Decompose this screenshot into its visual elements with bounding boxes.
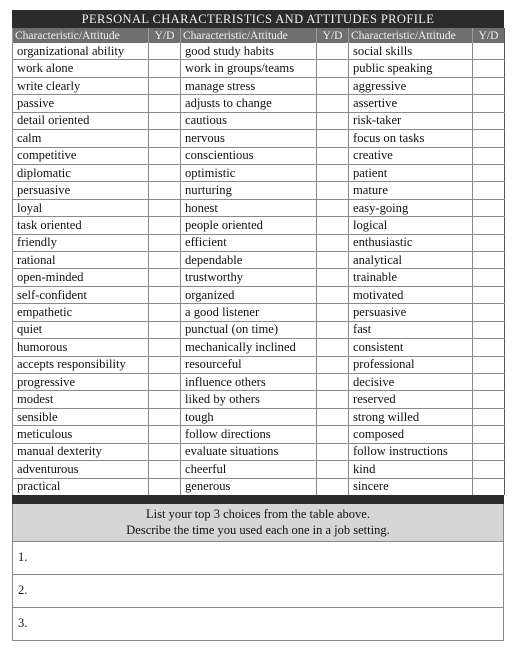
table-header-row: [13, 28, 505, 43]
yd-checkbox-cell[interactable]: [473, 60, 505, 77]
characteristic-cell: aggressive: [349, 77, 473, 94]
yd-checkbox-cell[interactable]: [317, 391, 349, 408]
yd-checkbox-cell[interactable]: [149, 43, 181, 60]
yd-checkbox-cell[interactable]: [317, 77, 349, 94]
characteristic-cell: open-minded: [13, 269, 149, 286]
yd-checkbox-cell[interactable]: [149, 147, 181, 164]
yd-checkbox-cell[interactable]: [317, 269, 349, 286]
characteristic-cell: practical: [13, 478, 149, 495]
characteristic-cell: write clearly: [13, 77, 149, 94]
yd-checkbox-cell[interactable]: [317, 182, 349, 199]
yd-checkbox-cell[interactable]: [317, 478, 349, 495]
yd-checkbox-cell[interactable]: [149, 391, 181, 408]
characteristic-cell: patient: [349, 164, 473, 181]
characteristic-cell: nervous: [181, 130, 317, 147]
yd-checkbox-cell[interactable]: [149, 217, 181, 234]
characteristic-cell: cautious: [181, 112, 317, 129]
section-divider: [12, 495, 504, 504]
yd-checkbox-cell[interactable]: [149, 269, 181, 286]
column-header-yd: Y/D: [317, 28, 349, 43]
characteristic-cell: efficient: [181, 234, 317, 251]
characteristic-cell: follow directions: [181, 426, 317, 443]
column-header-characteristic: Characteristic/Attitude: [349, 28, 473, 43]
answer-line-1[interactable]: [12, 541, 504, 575]
characteristic-cell: evaluate situations: [181, 443, 317, 460]
characteristic-cell: sincere: [349, 478, 473, 495]
characteristic-cell: kind: [349, 461, 473, 478]
table-row: [13, 339, 505, 356]
yd-checkbox-cell[interactable]: [317, 60, 349, 77]
table-row: [13, 252, 505, 269]
yd-checkbox-cell[interactable]: [473, 112, 505, 129]
characteristic-cell: reserved: [349, 391, 473, 408]
answer-number: 3.: [18, 615, 28, 630]
characteristic-cell: tough: [181, 408, 317, 425]
characteristic-cell: accepts responsibility: [13, 356, 149, 373]
table-body: [13, 43, 505, 495]
yd-checkbox-cell[interactable]: [473, 199, 505, 216]
yd-checkbox-cell[interactable]: [149, 304, 181, 321]
yd-checkbox-cell[interactable]: [317, 130, 349, 147]
table-row: [13, 391, 505, 408]
yd-checkbox-cell[interactable]: [149, 478, 181, 495]
column-header-yd: Y/D: [473, 28, 505, 43]
table-row: [13, 164, 505, 181]
yd-checkbox-cell[interactable]: [149, 130, 181, 147]
column-header-characteristic: Characteristic/Attitude: [181, 28, 317, 43]
characteristic-cell: calm: [13, 130, 149, 147]
characteristic-cell: follow instructions: [349, 443, 473, 460]
yd-checkbox-cell[interactable]: [149, 199, 181, 216]
characteristic-cell: dependable: [181, 252, 317, 269]
characteristic-cell: task oriented: [13, 217, 149, 234]
yd-checkbox-cell[interactable]: [473, 408, 505, 425]
yd-checkbox-cell[interactable]: [317, 112, 349, 129]
table-row: [13, 321, 505, 338]
characteristic-cell: trustworthy: [181, 269, 317, 286]
characteristic-cell: trainable: [349, 269, 473, 286]
table-row: [13, 60, 505, 77]
table-row: [13, 112, 505, 129]
yd-checkbox-cell[interactable]: [473, 339, 505, 356]
characteristic-cell: assertive: [349, 95, 473, 112]
characteristic-cell: cheerful: [181, 461, 317, 478]
yd-checkbox-cell[interactable]: [317, 234, 349, 251]
characteristic-cell: quiet: [13, 321, 149, 338]
characteristic-cell: liked by others: [181, 391, 317, 408]
characteristic-cell: persuasive: [13, 182, 149, 199]
table-row: [13, 130, 505, 147]
characteristic-cell: modest: [13, 391, 149, 408]
yd-checkbox-cell[interactable]: [317, 304, 349, 321]
characteristic-cell: mechanically inclined: [181, 339, 317, 356]
table-row: [13, 426, 505, 443]
table-row: [13, 286, 505, 303]
characteristic-cell: good study habits: [181, 43, 317, 60]
yd-checkbox-cell[interactable]: [149, 112, 181, 129]
answer-line-2[interactable]: [12, 575, 504, 608]
characteristic-cell: easy-going: [349, 199, 473, 216]
characteristic-cell: adventurous: [13, 461, 149, 478]
yd-checkbox-cell[interactable]: [317, 217, 349, 234]
profile-worksheet: [12, 10, 504, 641]
instructions-line-2: Describe the time you used each one in a job setting.: [126, 522, 390, 537]
yd-checkbox-cell[interactable]: [149, 252, 181, 269]
characteristic-cell: sensible: [13, 408, 149, 425]
yd-checkbox-cell[interactable]: [317, 321, 349, 338]
yd-checkbox-cell[interactable]: [473, 443, 505, 460]
yd-checkbox-cell[interactable]: [317, 147, 349, 164]
yd-checkbox-cell[interactable]: [473, 95, 505, 112]
table-row: [13, 461, 505, 478]
characteristic-cell: decisive: [349, 374, 473, 391]
instructions-box: [12, 504, 504, 541]
table-row: [13, 147, 505, 164]
characteristic-cell: fast: [349, 321, 473, 338]
characteristic-cell: progressive: [13, 374, 149, 391]
yd-checkbox-cell[interactable]: [473, 286, 505, 303]
characteristic-cell: social skills: [349, 43, 473, 60]
yd-checkbox-cell[interactable]: [149, 321, 181, 338]
characteristic-cell: public speaking: [349, 60, 473, 77]
yd-checkbox-cell[interactable]: [149, 164, 181, 181]
characteristic-cell: composed: [349, 426, 473, 443]
characteristic-cell: friendly: [13, 234, 149, 251]
yd-checkbox-cell[interactable]: [149, 408, 181, 425]
characteristic-cell: risk-taker: [349, 112, 473, 129]
table-row: [13, 356, 505, 373]
table-row: [13, 374, 505, 391]
yd-checkbox-cell[interactable]: [317, 43, 349, 60]
characteristic-cell: punctual (on time): [181, 321, 317, 338]
characteristic-cell: resourceful: [181, 356, 317, 373]
answer-line-3[interactable]: [12, 608, 504, 641]
yd-checkbox-cell[interactable]: [473, 234, 505, 251]
yd-checkbox-cell[interactable]: [149, 286, 181, 303]
table-row: [13, 478, 505, 495]
table-row: [13, 234, 505, 251]
table-row: [13, 199, 505, 216]
yd-checkbox-cell[interactable]: [473, 374, 505, 391]
answer-number: 2.: [18, 582, 28, 597]
yd-checkbox-cell[interactable]: [473, 147, 505, 164]
yd-checkbox-cell[interactable]: [473, 130, 505, 147]
characteristic-cell: people oriented: [181, 217, 317, 234]
yd-checkbox-cell[interactable]: [473, 461, 505, 478]
characteristic-cell: humorous: [13, 339, 149, 356]
characteristic-cell: rational: [13, 252, 149, 269]
yd-checkbox-cell[interactable]: [473, 321, 505, 338]
column-header-characteristic: Characteristic/Attitude: [13, 28, 149, 43]
table-row: [13, 217, 505, 234]
characteristic-cell: creative: [349, 147, 473, 164]
characteristic-cell: self-confident: [13, 286, 149, 303]
yd-checkbox-cell[interactable]: [317, 374, 349, 391]
characteristic-cell: organized: [181, 286, 317, 303]
characteristic-cell: empathetic: [13, 304, 149, 321]
answer-number: 1.: [18, 549, 28, 564]
yd-checkbox-cell[interactable]: [149, 443, 181, 460]
yd-checkbox-cell[interactable]: [149, 77, 181, 94]
characteristic-cell: professional: [349, 356, 473, 373]
characteristic-cell: manual dexterity: [13, 443, 149, 460]
yd-checkbox-cell[interactable]: [149, 95, 181, 112]
yd-checkbox-cell[interactable]: [317, 199, 349, 216]
yd-checkbox-cell[interactable]: [149, 60, 181, 77]
characteristic-cell: generous: [181, 478, 317, 495]
characteristic-cell: loyal: [13, 199, 149, 216]
characteristic-cell: work alone: [13, 60, 149, 77]
instructions-line-1: List your top 3 choices from the table above.: [146, 506, 370, 521]
characteristic-cell: diplomatic: [13, 164, 149, 181]
yd-checkbox-cell[interactable]: [317, 443, 349, 460]
characteristic-cell: logical: [349, 217, 473, 234]
table-row: [13, 269, 505, 286]
page-title: PERSONAL CHARACTERISTICS AND ATTITUDES PROFILE: [12, 10, 504, 28]
characteristic-cell: honest: [181, 199, 317, 216]
characteristic-cell: manage stress: [181, 77, 317, 94]
yd-checkbox-cell[interactable]: [149, 234, 181, 251]
table-row: [13, 43, 505, 60]
yd-checkbox-cell[interactable]: [473, 426, 505, 443]
characteristic-cell: nurturing: [181, 182, 317, 199]
table-row: [13, 95, 505, 112]
characteristic-cell: strong willed: [349, 408, 473, 425]
table-row: [13, 182, 505, 199]
table-row: [13, 443, 505, 460]
yd-checkbox-cell[interactable]: [317, 461, 349, 478]
yd-checkbox-cell[interactable]: [149, 461, 181, 478]
yd-checkbox-cell[interactable]: [317, 252, 349, 269]
characteristic-cell: competitive: [13, 147, 149, 164]
column-header-yd: Y/D: [149, 28, 181, 43]
characteristic-cell: adjusts to change: [181, 95, 317, 112]
yd-checkbox-cell[interactable]: [473, 356, 505, 373]
yd-checkbox-cell[interactable]: [473, 164, 505, 181]
yd-checkbox-cell[interactable]: [317, 286, 349, 303]
yd-checkbox-cell[interactable]: [473, 304, 505, 321]
yd-checkbox-cell[interactable]: [473, 252, 505, 269]
characteristic-cell: influence others: [181, 374, 317, 391]
characteristic-cell: detail oriented: [13, 112, 149, 129]
characteristic-cell: organizational ability: [13, 43, 149, 60]
yd-checkbox-cell[interactable]: [149, 339, 181, 356]
yd-checkbox-cell[interactable]: [473, 217, 505, 234]
characteristic-cell: a good listener: [181, 304, 317, 321]
characteristic-cell: meticulous: [13, 426, 149, 443]
yd-checkbox-cell[interactable]: [473, 182, 505, 199]
characteristic-cell: enthusiastic: [349, 234, 473, 251]
yd-checkbox-cell[interactable]: [473, 43, 505, 60]
table-row: [13, 304, 505, 321]
yd-checkbox-cell[interactable]: [149, 182, 181, 199]
yd-checkbox-cell[interactable]: [149, 426, 181, 443]
yd-checkbox-cell[interactable]: [473, 478, 505, 495]
yd-checkbox-cell[interactable]: [149, 374, 181, 391]
table-row: [13, 408, 505, 425]
yd-checkbox-cell[interactable]: [149, 356, 181, 373]
yd-checkbox-cell[interactable]: [473, 269, 505, 286]
yd-checkbox-cell[interactable]: [317, 95, 349, 112]
characteristic-cell: conscientious: [181, 147, 317, 164]
characteristic-cell: passive: [13, 95, 149, 112]
table-row: [13, 77, 505, 94]
characteristics-table: [12, 28, 505, 495]
characteristic-cell: optimistic: [181, 164, 317, 181]
characteristic-cell: consistent: [349, 339, 473, 356]
yd-checkbox-cell[interactable]: [317, 408, 349, 425]
characteristic-cell: motivated: [349, 286, 473, 303]
yd-checkbox-cell[interactable]: [473, 77, 505, 94]
characteristic-cell: mature: [349, 182, 473, 199]
characteristic-cell: focus on tasks: [349, 130, 473, 147]
yd-checkbox-cell[interactable]: [317, 339, 349, 356]
yd-checkbox-cell[interactable]: [317, 356, 349, 373]
yd-checkbox-cell[interactable]: [473, 391, 505, 408]
characteristic-cell: work in groups/teams: [181, 60, 317, 77]
characteristic-cell: analytical: [349, 252, 473, 269]
characteristic-cell: persuasive: [349, 304, 473, 321]
yd-checkbox-cell[interactable]: [317, 164, 349, 181]
yd-checkbox-cell[interactable]: [317, 426, 349, 443]
